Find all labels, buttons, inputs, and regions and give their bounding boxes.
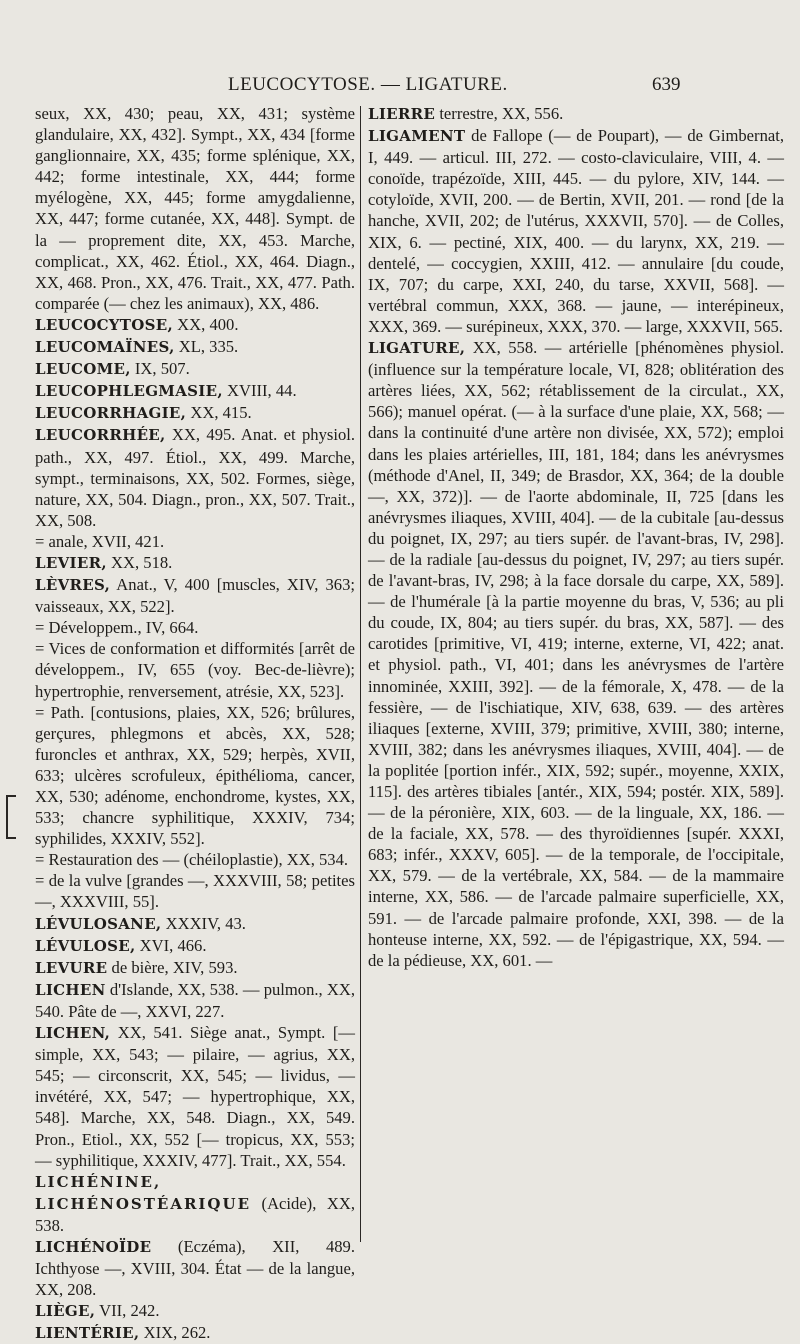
entry-text: XX, 541. Siège anat., Sympt. [— simple, XX, 543; — pilaire, — agrius, XX, 545; — circonscrit, XX, 545; — lividus, — invétéré, XX, 547; — hypertrophique, XX, 548]. Marche, XX, 548. Diagn., XX, 549. Pron., Etiol., XX, 552 [— tropicus, XX, 553; — syphilitique, XXXIV, 477]. Trait., XX, 554. xyxy=(35,1023,355,1170)
entry-text: d'Islande, XX, 538. — pulmon., XX, 540. Pâte de —, XXVI, 227. xyxy=(35,979,355,1021)
entry-text: = anale, XVII, 421. xyxy=(35,531,165,551)
entry-headword: LÉVULOSE, xyxy=(35,936,136,955)
index-subentry xyxy=(35,870,355,912)
entry-headword: LEUCOME, xyxy=(35,360,131,379)
margin-bracket-mark xyxy=(6,795,16,839)
index-entry xyxy=(35,957,355,979)
index-entry xyxy=(35,1322,355,1344)
entry-text: = de la vulve [grandes —, XXXVIII, 58; petites —, XXXVIII, 55]. xyxy=(35,871,355,912)
entry-headword: LEUCORRHAGIE, xyxy=(35,404,187,423)
entry-headword: LÈVRES, xyxy=(35,576,111,595)
index-entry xyxy=(35,336,355,358)
entry-headword: LIGAMENT xyxy=(368,127,466,146)
entry-text: XX, 558. — artérielle [phénomènes physiol. (influence sur la température locale, VI, 828; oblitération des artères liées, XX, 562; rétablissement de la circulat., XX, 566); manuel opérat. (— à la surface d'une plaie, XX, 568; — dans la continuité d'une artère non divisée, XX, 572); emploi dans les plaies artérielles, III, 181, 184; dans les anévrysmes (méthode d'Anel, II, 349; de Brasdor, XX, 364; de la double —, XX, 372)]. — de l'aorte abdominale, II, 725 [dans les anévrysmes iliaques, XVIII, 404]. — de la cubitale [au-dessus du poignet, IX, 297; au tiers supér. de l'avant-bras, IV, 298]. — de la radiale [au-dessus du poignet, IV, 297; au tiers supér. de l'avant-bras, IV, 298; à la face dorsale du carpe, XX, 589]. — de l'humérale [à la partie moyenne du bras, V, 536; au pli du coude, IX, 804; au tiers supér. du bras, XX, 587]. — des carotides [primitive, VI, 419; interne, externe, VI, 422; anat. et physiol. path., VI, 401; dans les anévrysmes de l'artère innominée, XXIII, 392]. — de la fémorale, X, 478. — de la fessière, — de l'ischiatique, XIV, 638, 639. — des artères iliaques [externe, XVIII, 379; primitive, XVIII, 380; interne, XVIII, 382; dans les anévrysmes iliaques, XVIII, 404]. — de la poplitée [portion infér., XIX, 592; supér., moyenne, XXIX, 115]. des artères tibiales [antér., XIX, 594; postér. XIX, 589]. — de la péronière, XIX, 603. — de la linguale, XX, 186. — de la faciale, XX, 578. — des thyroïdiennes [supér. XXXI, 683; infér., XXXV, 605]. — de la temporale, de l'occipitale, XX, 579. — de la vertébrale, XX, 584. — de la mammaire interne, XX, 586. — de l'arcade palmaire superficielle, XX, 591. — de l'arcade palmaire profonde, XXI, 398. — de la honteuse interne, XX, 592. — de l'épigastrique, XX, 594. — de la pédieuse, XX, 601. — xyxy=(368,338,784,970)
entry-headword: LIENTÉRIE, xyxy=(35,1324,140,1343)
entry-text: XVI, 466. xyxy=(135,935,207,955)
index-entry xyxy=(368,125,784,337)
index-entry xyxy=(35,1171,355,1236)
index-entry xyxy=(368,103,784,125)
entry-text: XX, 415. xyxy=(186,403,252,423)
entry-text: XX, 495. Anat. et physiol. path., XX, 497. Étiol., XX, 499. Marche, sympt., terminaisons, XX, 502. Formes, siège, nature, XX, 504. Diagn., pron., XX, 507. Trait., XX, 508. xyxy=(35,425,355,530)
entry-text: de Fallope (— de Poupart), — de Gimbernat, I, 449. — articul. III, 272. — costo-claviculaire, VIII, 4. — conoïde, trapézoïde, XIII, 445. — du pylore, XIV, 144. — cotyloïde, XVII, 200. — de Bertin, XVII, 201. — rond [de la hanche, XVII, 202; de l'utérus, XXXVII, 570]. — de Colles, XIX, 6. — pectiné, XIX, 400. — du larynx, XX, 219. — dentelé, — coccygien, XXIII, 412. — annulaire [du coude, IX, 707; du carpe, XXI, 240, du tarse, XXVII, 568]. — vertébral commun, XXX, 368. — jaune, — interépineux, XXX, 369. — surépineux, XXX, 370. — large, XXXVII, 565. xyxy=(368,126,784,336)
entry-text: = Restauration des — (chéiloplastie), XX, 534. xyxy=(35,850,349,870)
index-subentry xyxy=(35,849,355,870)
index-entry xyxy=(35,314,355,336)
index-entry xyxy=(35,424,355,530)
entry-text: IX, 507. xyxy=(130,359,190,379)
entry-headword: LICHÉNINE, LICHÉNOSTÉARIQUE xyxy=(35,1172,252,1213)
entry-headword: LIÈGE, xyxy=(35,1302,96,1321)
index-entry xyxy=(35,552,355,574)
entry-text: (Eczéma), XII, 489. Ichthyose —, XVIII, 304. État — de la langue, XX, 208. xyxy=(35,1236,355,1300)
left-column xyxy=(35,103,355,1344)
entry-text: XX, 518. xyxy=(106,552,173,572)
index-entry xyxy=(35,935,355,957)
entry-headword: LÉVULOSANE, xyxy=(35,914,162,933)
entry-text: terrestre, XX, 556. xyxy=(435,104,564,123)
entry-headword: LIERRE xyxy=(368,105,436,123)
entry-text: Anat., V, 400 [muscles, XIV, 363; vaisseaux, XX, 522]. xyxy=(35,575,355,617)
index-entry xyxy=(35,103,355,314)
index-subentry xyxy=(35,617,355,638)
index-entry xyxy=(368,337,784,971)
entry-headword: LEUCOMAÏNES, xyxy=(35,338,175,357)
index-subentry xyxy=(35,702,355,850)
entry-text: XVIII, 44. xyxy=(222,381,297,401)
entry-headword: LEVURE xyxy=(35,958,108,977)
running-head xyxy=(0,74,800,100)
page-number: 639 xyxy=(652,74,681,95)
index-subentry xyxy=(35,638,355,701)
entry-text: XIX, 262. xyxy=(139,1323,211,1343)
entry-headword: LIGATURE, xyxy=(368,339,466,358)
index-entry xyxy=(35,1300,355,1322)
entry-text: seux, XX, 430; peau, XX, 431; système glandulaire, XX, 432]. Sympt., XX, 434 [forme ganglionnaire, XX, 435; forme splénique, XX, 442; forme intestinale, XX, 444; forme myélogène, XX, 445; forme amygdalienne, XX, 447; forme cutanée, XX, 448]. Sympt. de la — proprement dite, XX, 453. Marche, complicat., XX, 462. Étiol., XX, 464. Diagn., XX, 468. Pron., XX, 476. Trait., XX, 477. Path. comparée (— chez les animaux), XX, 486. xyxy=(35,104,355,313)
entry-headword: LICHEN xyxy=(35,980,106,999)
index-entry xyxy=(35,380,355,402)
entry-headword: LEVIER, xyxy=(35,553,107,572)
index-entry xyxy=(35,979,355,1022)
entry-text: VII, 242. xyxy=(95,1301,160,1321)
entry-headword: LEUCORRHÉE, xyxy=(35,426,166,445)
entry-text: XXXIV, 43. xyxy=(161,913,246,933)
column-divider xyxy=(360,106,361,1242)
index-entry xyxy=(35,1022,355,1171)
entry-text: = Vices de conformation et difformités [arrêt de développem., IV, 655 (voy. Bec-de-lièvre); hypertrophie, renversement, atrésie, XX, 523]. xyxy=(35,639,355,701)
entry-headword: LICHEN, xyxy=(35,1024,111,1043)
entry-headword: LICHÉNOÏDE xyxy=(35,1237,152,1256)
index-entry xyxy=(35,402,355,424)
index-entry xyxy=(35,913,355,935)
index-subentry xyxy=(35,531,355,552)
index-entry xyxy=(35,358,355,380)
entry-headword: LEUCOCYTOSE, xyxy=(35,315,174,334)
entry-text: XL, 335. xyxy=(174,337,239,357)
index-entry xyxy=(35,574,355,617)
entry-text: XX, 400. xyxy=(173,314,239,334)
entry-text: de bière, XIV, 593. xyxy=(107,957,238,977)
index-entry xyxy=(35,1236,355,1300)
entry-text: = Path. [contusions, plaies, XX, 526; brûlures, gerçures, phlegmons et abcès, XX, 528; furoncles et anthrax, XX, 529; herpès, XVII, 633; ulcères scrofuleux, épithélioma, cancer, XX, 530; adénome, enchondrome, kystes, XX, 533; chancre syphilitique, XXXIV, 734; syphilides, XXXIV, 552]. xyxy=(35,702,355,849)
right-column xyxy=(368,103,784,971)
entry-text: = Développem., IV, 664. xyxy=(35,618,199,638)
entry-headword: LEUCOPHLEGMASIE, xyxy=(35,382,223,401)
entry-text: (Acide), XX, 538. xyxy=(35,1193,355,1235)
running-head-title: LEUCOCYTOSE. — LIGATURE. xyxy=(228,74,508,95)
